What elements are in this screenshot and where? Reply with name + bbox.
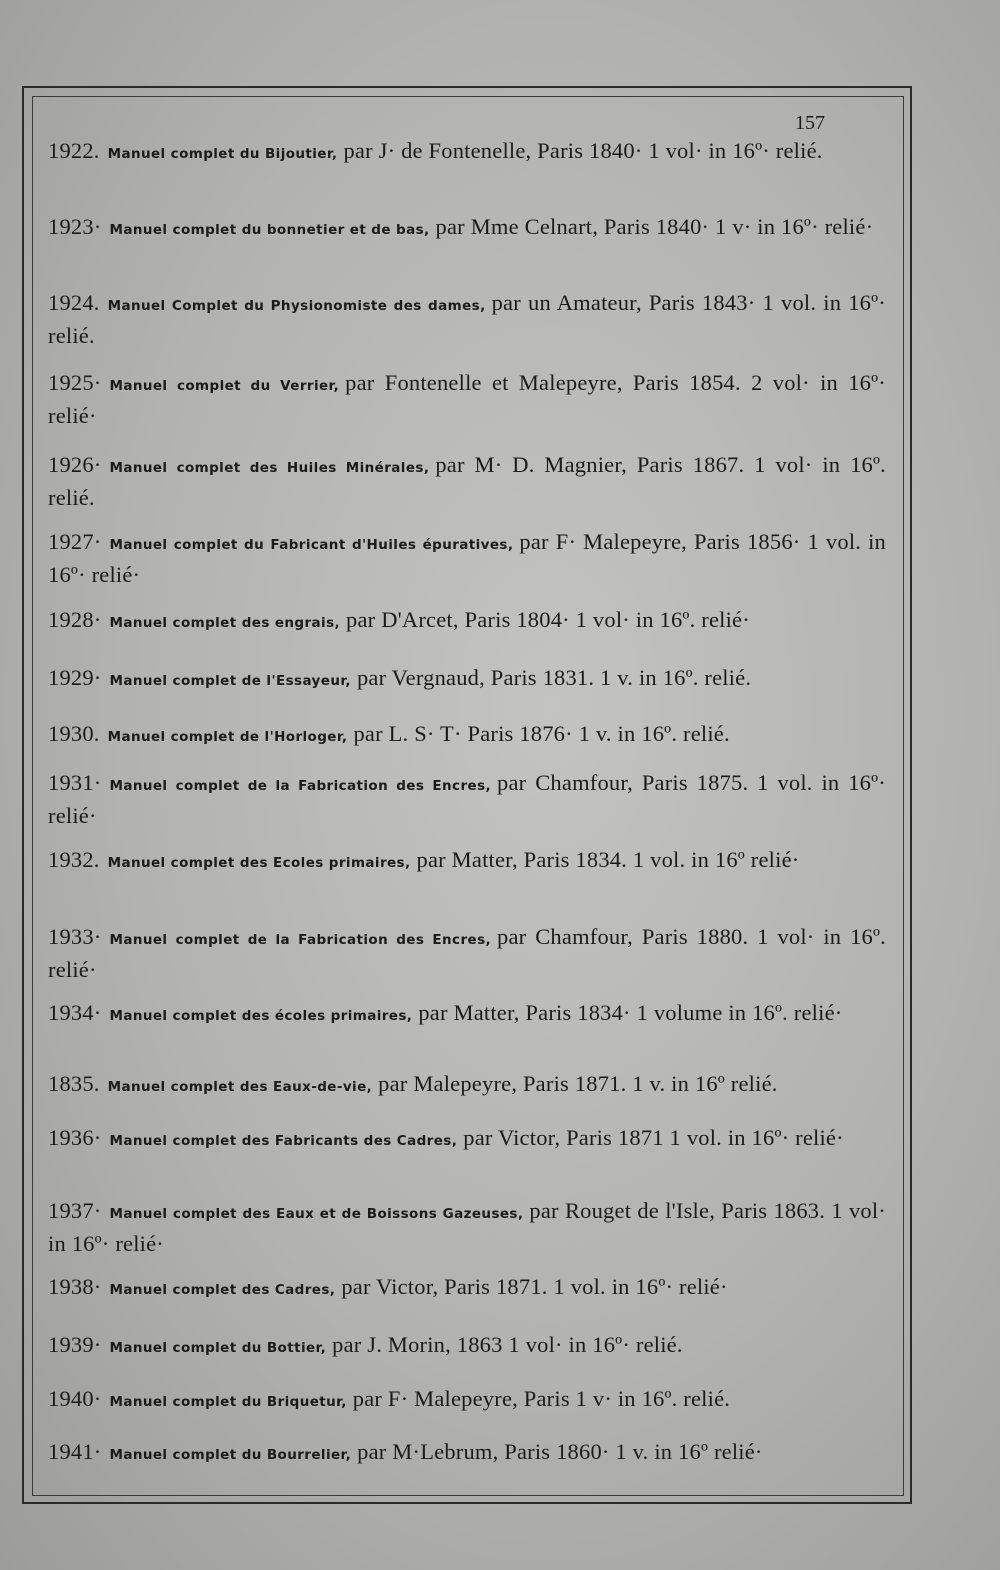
entry-title: Manuel complet de l'Horloger, bbox=[107, 729, 348, 745]
catalog-entry bbox=[48, 288, 886, 350]
catalog-entry bbox=[48, 663, 886, 696]
catalog-entry bbox=[48, 719, 886, 752]
catalog-entry bbox=[48, 212, 886, 245]
entry-details: par un Amateur, Paris 1843· 1 vol. in 16º· relié. bbox=[48, 290, 886, 348]
entry-number: 1930. bbox=[48, 721, 100, 746]
catalog-entry bbox=[48, 450, 886, 512]
entry-number: 1926· bbox=[48, 452, 102, 477]
entry-details: par Matter, Paris 1834· 1 volume in 16º. relié· bbox=[418, 1000, 843, 1025]
catalog-entry bbox=[48, 136, 886, 169]
entry-number: 1934· bbox=[48, 1000, 102, 1025]
catalog-entry bbox=[48, 368, 886, 430]
catalog-entry bbox=[48, 1069, 886, 1102]
entry-title: Manuel complet des Cadres, bbox=[109, 1282, 336, 1298]
entry-details: par Matter, Paris 1834. 1 vol. in 16º relié· bbox=[416, 847, 800, 872]
entry-details: par F· Malepeyre, Paris 1 v· in 16º. relié. bbox=[352, 1386, 731, 1411]
entry-details: par Victor, Paris 1871 1 vol. in 16º· relié· bbox=[463, 1125, 844, 1150]
catalog-entry bbox=[48, 605, 886, 638]
entry-number: 1931· bbox=[48, 770, 102, 795]
entry-title: Manuel complet du Briquetur, bbox=[109, 1394, 347, 1410]
entry-title: Manuel complet de l'Essayeur, bbox=[109, 673, 351, 689]
entry-title: Manuel complet de la Fabrication des Encres, bbox=[109, 932, 492, 948]
entry-number: 1939· bbox=[48, 1332, 102, 1357]
entry-title: Manuel complet du Bottier, bbox=[109, 1340, 327, 1356]
entry-number: 1940· bbox=[48, 1386, 102, 1411]
entry-title: Manuel complet de la Fabrication des Encres, bbox=[109, 778, 492, 794]
catalog-entry bbox=[48, 1272, 886, 1305]
entry-details: par J· de Fontenelle, Paris 1840· 1 vol· in 16º· relié. bbox=[343, 138, 823, 163]
page-number: 157 bbox=[795, 112, 825, 134]
entry-title: Manuel complet du bonnetier et de bas, bbox=[109, 222, 430, 238]
catalog-entry bbox=[48, 1196, 886, 1258]
entry-title: Manuel complet du Verrier, bbox=[109, 378, 340, 394]
entry-number: 1923· bbox=[48, 214, 102, 239]
entry-number: 1927· bbox=[48, 529, 102, 554]
entry-details: par Chamfour, Paris 1875. 1 vol. in 16º· relié· bbox=[48, 770, 887, 828]
catalog-entry bbox=[48, 1384, 886, 1417]
catalog-entry bbox=[48, 768, 886, 830]
entry-title: Manuel complet des Huiles Minérales, bbox=[109, 460, 430, 476]
entry-details: par M·Lebrum, Paris 1860· 1 v. in 16º relié· bbox=[357, 1439, 763, 1464]
catalog-entry bbox=[48, 1437, 886, 1470]
catalog-entry bbox=[48, 1330, 886, 1363]
entry-details: par Malepeyre, Paris 1871. 1 v. in 16º relié. bbox=[378, 1071, 778, 1096]
catalog-entry bbox=[48, 998, 886, 1031]
entry-details: par M· D. Magnier, Paris 1867. 1 vol· in 16º. relié. bbox=[48, 452, 886, 510]
entry-details: par Vergnaud, Paris 1831. 1 v. in 16º. relié. bbox=[356, 665, 752, 690]
entry-details: par Chamfour, Paris 1880. 1 vol· in 16º. relié· bbox=[48, 924, 887, 982]
entry-number: 1929· bbox=[48, 665, 102, 690]
catalog-entry bbox=[48, 1123, 886, 1156]
entry-details: par Rouget de l'Isle, Paris 1863. 1 vol· in 16º· relié· bbox=[48, 1198, 886, 1256]
entry-details: par Victor, Paris 1871. 1 vol. in 16º· relié· bbox=[341, 1274, 728, 1299]
entry-title: Manuel complet des Eaux-de-vie, bbox=[107, 1079, 373, 1095]
entry-details: par Fontenelle et Malepeyre, Paris 1854. 2 vol· in 16º· relié· bbox=[48, 370, 886, 428]
entry-title: Manuel Complet du Physionomiste des dames, bbox=[107, 298, 486, 314]
entry-number: 1938· bbox=[48, 1274, 102, 1299]
entry-number: 1928· bbox=[48, 607, 102, 632]
entry-number: 1937· bbox=[48, 1198, 102, 1223]
catalog-entry bbox=[48, 527, 886, 589]
entry-title: Manuel complet du Bourrelier, bbox=[109, 1447, 352, 1463]
entry-number: 1925· bbox=[48, 370, 102, 395]
entry-details: par Mme Celnart, Paris 1840· 1 v· in 16º· relié· bbox=[435, 214, 874, 239]
entry-title: Manuel complet des Fabricants des Cadres, bbox=[109, 1133, 458, 1149]
entry-number: 1922. bbox=[48, 138, 100, 163]
entry-details: par L. S· T· Paris 1876· 1 v. in 16º. relié. bbox=[353, 721, 730, 746]
entry-title: Manuel complet du Bijoutier, bbox=[107, 146, 338, 162]
catalog-entry bbox=[48, 922, 886, 984]
entry-number: 1924. bbox=[48, 290, 100, 315]
entry-number: 1932. bbox=[48, 847, 100, 872]
entry-title: Manuel complet des engrais, bbox=[109, 615, 341, 631]
entry-title: Manuel complet des Eaux et de Boissons Gazeuses, bbox=[109, 1206, 524, 1222]
entry-details: par F· Malepeyre, Paris 1856· 1 vol. in 16º· relié· bbox=[48, 529, 887, 587]
entry-number: 1936· bbox=[48, 1125, 102, 1150]
catalog-entry bbox=[48, 845, 886, 878]
entry-number: 1933· bbox=[48, 924, 102, 949]
entry-details: par D'Arcet, Paris 1804· 1 vol· in 16º. relié· bbox=[346, 607, 750, 632]
entry-title: Manuel complet des écoles primaires, bbox=[109, 1008, 413, 1024]
entry-title: Manuel complet des Ecoles primaires, bbox=[107, 855, 411, 871]
entry-number: 1941· bbox=[48, 1439, 102, 1464]
entry-title: Manuel complet du Fabricant d'Huiles épuratives, bbox=[109, 537, 514, 553]
entry-number: 1835. bbox=[48, 1071, 100, 1096]
entry-details: par J. Morin, 1863 1 vol· in 16º· relié. bbox=[332, 1332, 683, 1357]
